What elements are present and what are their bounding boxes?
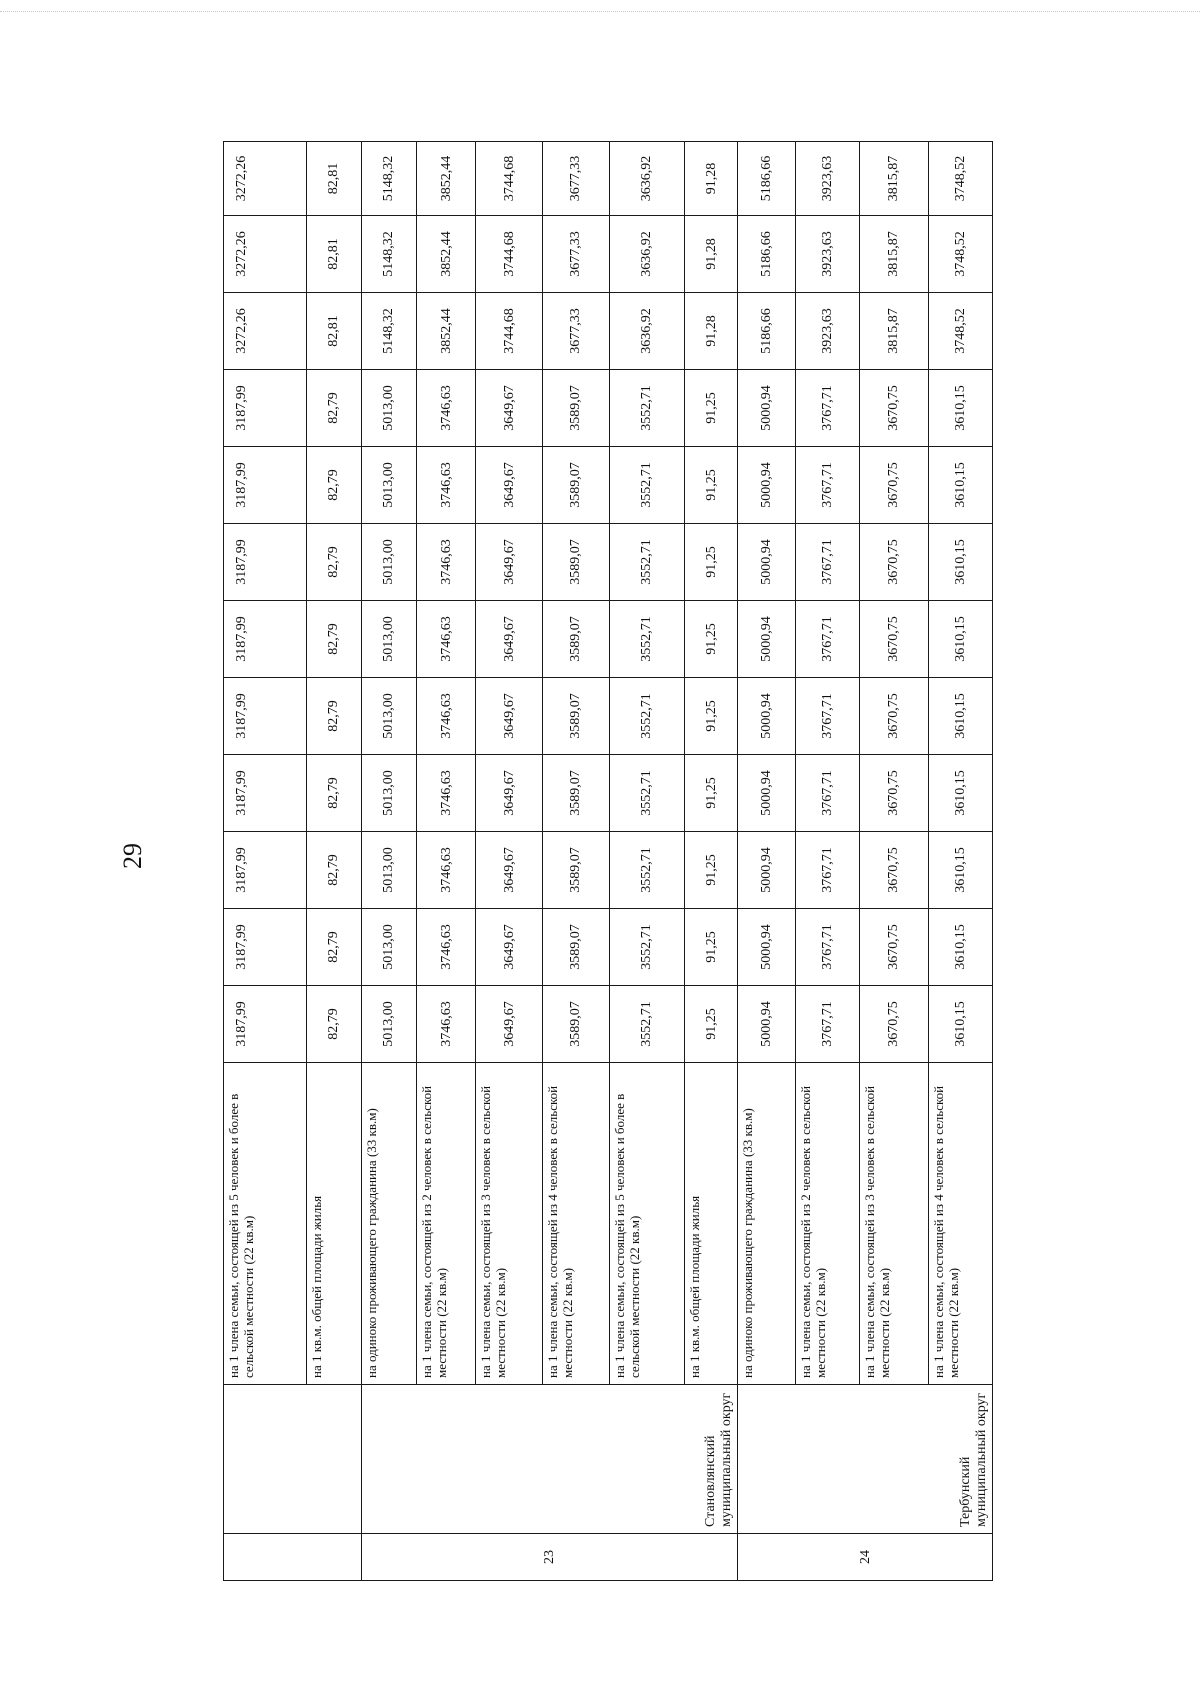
value-cell: 3649,67 — [476, 986, 543, 1063]
value-cell: 91,25 — [685, 601, 738, 678]
value-cell: 3746,63 — [416, 524, 476, 601]
value-cell: 5000,94 — [738, 370, 795, 447]
value-cell: 3744,68 — [476, 293, 543, 370]
value-cell: 82,79 — [306, 986, 361, 1063]
value-cell: 3746,63 — [416, 678, 476, 755]
value-cell: 3589,07 — [543, 986, 610, 1063]
value-cell: 5148,32 — [361, 216, 416, 293]
value-cell: 3187,99 — [224, 832, 307, 909]
value-cell: 3272,26 — [224, 142, 307, 216]
territory-cell: Тербунский муниципальный округ — [738, 1385, 993, 1534]
value-cell: 5013,00 — [361, 370, 416, 447]
value-cell: 3187,99 — [224, 370, 307, 447]
value-cell: 5186,66 — [738, 216, 795, 293]
table-row — [928, 142, 992, 1581]
value-cell: 3187,99 — [224, 678, 307, 755]
value-cell: 5000,94 — [738, 678, 795, 755]
value-cell: 82,79 — [306, 832, 361, 909]
value-cell: 3746,63 — [416, 447, 476, 524]
value-cell: 3767,71 — [795, 909, 859, 986]
value-cell: 3852,44 — [416, 293, 476, 370]
value-cell: 3746,63 — [416, 601, 476, 678]
value-cell: 91,28 — [685, 216, 738, 293]
value-cell: 3649,67 — [476, 755, 543, 832]
value-cell: 3677,33 — [543, 142, 610, 216]
value-cell: 3649,67 — [476, 832, 543, 909]
table-row — [738, 142, 795, 1581]
value-cell: 3589,07 — [543, 601, 610, 678]
table-row — [685, 142, 738, 1581]
value-cell: 3272,26 — [224, 293, 307, 370]
value-cell: 3649,67 — [476, 909, 543, 986]
value-cell: 82,81 — [306, 293, 361, 370]
value-cell: 3589,07 — [543, 832, 610, 909]
value-cell: 5000,94 — [738, 601, 795, 678]
description-cell: на 1 члена семьи, состоящей из 3 человек в сельской местности (22 кв.м) — [859, 1063, 928, 1385]
value-cell: 3670,75 — [859, 755, 928, 832]
territory-cell: Становлянский муниципальный округ — [361, 1385, 737, 1534]
value-cell: 82,79 — [306, 909, 361, 986]
value-cell: 3746,63 — [416, 986, 476, 1063]
value-cell: 3767,71 — [795, 601, 859, 678]
description-cell: на одиноко проживающего гражданина (33 кв.м) — [738, 1063, 795, 1385]
table-row — [306, 142, 361, 1581]
table-row — [543, 142, 610, 1581]
value-cell: 3767,71 — [795, 755, 859, 832]
value-cell: 3636,92 — [609, 142, 685, 216]
value-cell: 3746,63 — [416, 370, 476, 447]
value-cell: 3649,67 — [476, 447, 543, 524]
value-cell: 3610,15 — [928, 909, 992, 986]
value-cell: 3767,71 — [795, 832, 859, 909]
value-cell: 3610,15 — [928, 447, 992, 524]
row-number-cell: 23 — [361, 1534, 737, 1581]
value-cell: 82,79 — [306, 447, 361, 524]
value-cell: 3649,67 — [476, 601, 543, 678]
value-cell: 3552,71 — [609, 755, 685, 832]
value-cell: 3815,87 — [859, 142, 928, 216]
value-cell: 91,25 — [685, 986, 738, 1063]
value-cell: 5013,00 — [361, 755, 416, 832]
value-cell: 3187,99 — [224, 986, 307, 1063]
value-cell: 3923,63 — [795, 293, 859, 370]
value-cell: 3552,71 — [609, 370, 685, 447]
value-cell: 91,25 — [685, 678, 738, 755]
description-cell: на 1 кв.м. общей площади жилья — [306, 1063, 361, 1385]
value-cell: 3767,71 — [795, 678, 859, 755]
value-cell: 3610,15 — [928, 524, 992, 601]
value-cell: 3610,15 — [928, 755, 992, 832]
value-cell: 3815,87 — [859, 216, 928, 293]
value-cell: 5000,94 — [738, 447, 795, 524]
value-cell: 5186,66 — [738, 142, 795, 216]
value-cell: 3187,99 — [224, 909, 307, 986]
value-cell: 3589,07 — [543, 524, 610, 601]
value-cell: 3744,68 — [476, 142, 543, 216]
value-cell: 3552,71 — [609, 524, 685, 601]
value-cell: 82,81 — [306, 216, 361, 293]
value-cell: 5013,00 — [361, 909, 416, 986]
value-cell: 82,79 — [306, 755, 361, 832]
value-cell: 3187,99 — [224, 447, 307, 524]
value-cell: 3589,07 — [543, 678, 610, 755]
value-cell: 3552,71 — [609, 447, 685, 524]
value-cell: 5013,00 — [361, 832, 416, 909]
value-cell: 3670,75 — [859, 524, 928, 601]
value-cell: 3746,63 — [416, 832, 476, 909]
value-cell: 3670,75 — [859, 678, 928, 755]
table-row — [859, 142, 928, 1581]
value-cell: 3610,15 — [928, 601, 992, 678]
value-cell: 5148,32 — [361, 142, 416, 216]
description-cell: на 1 члена семьи, состоящей из 2 человек в сельской местности (22 кв.м) — [795, 1063, 859, 1385]
value-cell: 91,28 — [685, 142, 738, 216]
rotated-table-container — [223, 141, 993, 1581]
table-row — [476, 142, 543, 1581]
row-number-cell — [224, 1534, 362, 1581]
value-cell: 82,79 — [306, 524, 361, 601]
value-cell: 5000,94 — [738, 832, 795, 909]
value-cell: 3670,75 — [859, 909, 928, 986]
table-row — [224, 142, 307, 1581]
value-cell: 82,79 — [306, 678, 361, 755]
value-cell: 3589,07 — [543, 370, 610, 447]
value-cell: 3649,67 — [476, 524, 543, 601]
value-cell: 3670,75 — [859, 370, 928, 447]
value-cell: 5000,94 — [738, 986, 795, 1063]
value-cell: 3923,63 — [795, 142, 859, 216]
value-cell: 3589,07 — [543, 909, 610, 986]
value-cell: 3187,99 — [224, 601, 307, 678]
table-row — [795, 142, 859, 1581]
value-cell: 3187,99 — [224, 755, 307, 832]
value-cell: 3670,75 — [859, 832, 928, 909]
value-cell: 5013,00 — [361, 678, 416, 755]
value-cell: 3552,71 — [609, 601, 685, 678]
value-cell: 5013,00 — [361, 601, 416, 678]
value-cell: 91,25 — [685, 524, 738, 601]
description-cell: на 1 члена семьи, состоящей из 5 человек и более в сельской местности (22 кв.м) — [609, 1063, 685, 1385]
value-cell: 5186,66 — [738, 293, 795, 370]
value-cell: 91,28 — [685, 293, 738, 370]
value-cell: 91,25 — [685, 909, 738, 986]
description-cell: на 1 члена семьи, состоящей из 5 человек и более в сельской местности (22 кв.м) — [224, 1063, 307, 1385]
value-cell: 82,81 — [306, 142, 361, 216]
value-cell: 3746,63 — [416, 909, 476, 986]
value-cell: 5013,00 — [361, 524, 416, 601]
row-number-cell: 24 — [738, 1534, 993, 1581]
value-cell: 3670,75 — [859, 986, 928, 1063]
value-cell: 3649,67 — [476, 678, 543, 755]
tariff-table — [223, 141, 993, 1581]
description-cell: на 1 кв.м. общей площади жилья — [685, 1063, 738, 1385]
value-cell: 3272,26 — [224, 216, 307, 293]
value-cell: 91,25 — [685, 755, 738, 832]
value-cell: 91,25 — [685, 832, 738, 909]
territory-cell — [224, 1385, 362, 1534]
value-cell: 3636,92 — [609, 293, 685, 370]
value-cell: 82,79 — [306, 601, 361, 678]
value-cell: 82,79 — [306, 370, 361, 447]
value-cell: 3744,68 — [476, 216, 543, 293]
value-cell: 3610,15 — [928, 832, 992, 909]
value-cell: 5148,32 — [361, 293, 416, 370]
value-cell: 3610,15 — [928, 986, 992, 1063]
scan-top-border — [0, 11, 1200, 12]
description-cell: на 1 члена семьи, состоящей из 4 человек в сельской местности (22 кв.м) — [543, 1063, 610, 1385]
table-row — [361, 142, 416, 1581]
page-number: 29 — [118, 843, 147, 869]
value-cell: 91,25 — [685, 447, 738, 524]
value-cell: 5013,00 — [361, 986, 416, 1063]
value-cell: 3636,92 — [609, 216, 685, 293]
value-cell: 3746,63 — [416, 755, 476, 832]
value-cell: 3610,15 — [928, 370, 992, 447]
value-cell: 3552,71 — [609, 986, 685, 1063]
description-cell: на 1 члена семьи, состоящей из 2 человек в сельской местности (22 кв.м) — [416, 1063, 476, 1385]
value-cell: 3748,52 — [928, 293, 992, 370]
value-cell: 3923,63 — [795, 216, 859, 293]
value-cell: 3815,87 — [859, 293, 928, 370]
value-cell: 3649,67 — [476, 370, 543, 447]
table-row — [416, 142, 476, 1581]
value-cell: 3767,71 — [795, 524, 859, 601]
value-cell: 91,25 — [685, 370, 738, 447]
value-cell: 3748,52 — [928, 216, 992, 293]
value-cell: 3748,52 — [928, 142, 992, 216]
value-cell: 3767,71 — [795, 370, 859, 447]
value-cell: 3552,71 — [609, 832, 685, 909]
value-cell: 5013,00 — [361, 447, 416, 524]
value-cell: 3677,33 — [543, 293, 610, 370]
value-cell: 3767,71 — [795, 447, 859, 524]
value-cell: 3187,99 — [224, 524, 307, 601]
value-cell: 5000,94 — [738, 909, 795, 986]
value-cell: 5000,94 — [738, 755, 795, 832]
value-cell: 3670,75 — [859, 601, 928, 678]
value-cell: 3589,07 — [543, 447, 610, 524]
value-cell: 3610,15 — [928, 678, 992, 755]
value-cell: 5000,94 — [738, 524, 795, 601]
value-cell: 3589,07 — [543, 755, 610, 832]
value-cell: 3852,44 — [416, 216, 476, 293]
description-cell: на одиноко проживающего гражданина (33 кв.м) — [361, 1063, 416, 1385]
value-cell: 3670,75 — [859, 447, 928, 524]
value-cell: 3767,71 — [795, 986, 859, 1063]
value-cell: 3552,71 — [609, 909, 685, 986]
table-row — [609, 142, 685, 1581]
description-cell: на 1 члена семьи, состоящей из 4 человек в сельской местности (22 кв.м) — [928, 1063, 992, 1385]
value-cell: 3677,33 — [543, 216, 610, 293]
description-cell: на 1 члена семьи, состоящей из 3 человек в сельской местности (22 кв.м) — [476, 1063, 543, 1385]
value-cell: 3552,71 — [609, 678, 685, 755]
value-cell: 3852,44 — [416, 142, 476, 216]
